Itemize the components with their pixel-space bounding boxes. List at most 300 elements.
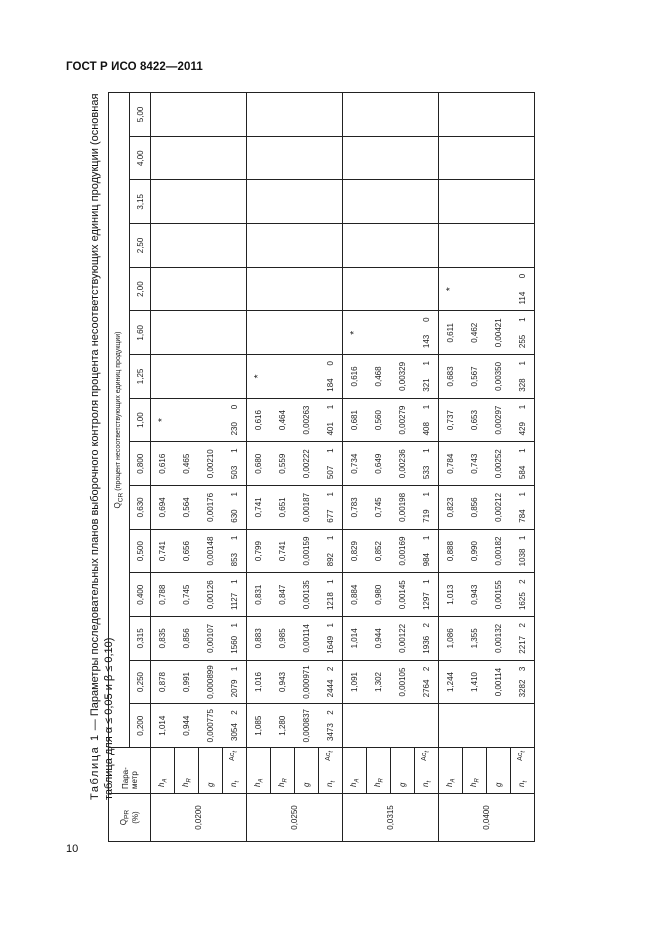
table-cell xyxy=(367,660,391,704)
param-value: 0,985 xyxy=(278,628,287,649)
table-cell xyxy=(319,573,343,617)
param-value: 1,014 xyxy=(350,628,360,649)
nt-value: 401 xyxy=(325,422,335,436)
table-row xyxy=(391,93,415,842)
table-cell xyxy=(175,617,199,661)
param-value: 0,856 xyxy=(470,497,479,518)
table-cell xyxy=(439,660,463,704)
ac-symbol: Ac xyxy=(228,752,236,761)
nt-value: 2079 xyxy=(229,679,239,698)
param-value: 0,00122 xyxy=(398,623,407,653)
param-subscript: t xyxy=(522,780,529,783)
table-cell xyxy=(415,442,439,486)
table-cell xyxy=(223,704,247,748)
qcr-column-header: 1,25 xyxy=(130,355,151,399)
ac-value: 2 xyxy=(517,579,527,584)
nt-value: 719 xyxy=(421,509,431,523)
nt-value: 784 xyxy=(517,509,527,523)
param-subscript: A xyxy=(450,778,457,783)
param-symbol: g xyxy=(302,782,311,787)
ac-value: 2 xyxy=(229,710,239,715)
table-cell xyxy=(199,704,223,748)
table-cell xyxy=(319,660,343,704)
table-cell xyxy=(415,660,439,704)
table-cell xyxy=(415,267,439,311)
param-value: 1,244 xyxy=(446,672,456,693)
table-cell xyxy=(247,573,271,617)
param-value: 0,564 xyxy=(182,497,191,518)
table-cell xyxy=(151,486,175,530)
table-cell xyxy=(463,529,487,573)
table-cell xyxy=(247,704,271,748)
param-symbol: n xyxy=(516,782,526,787)
table-cell xyxy=(415,398,439,442)
table-cell xyxy=(175,355,199,399)
param-symbol: n xyxy=(228,782,238,787)
table-cell xyxy=(439,398,463,442)
table-cell xyxy=(295,180,319,224)
nt-value: 143 xyxy=(421,334,431,349)
table-row xyxy=(343,93,367,842)
nt-value: 230 xyxy=(229,422,239,436)
table-cell xyxy=(271,704,295,748)
table-cell xyxy=(271,311,295,355)
table-cell xyxy=(295,617,319,661)
param-value: 1,410 xyxy=(470,672,479,693)
qpr-unit: (%) xyxy=(130,811,140,824)
param-label xyxy=(271,748,295,794)
nt-ac-pair xyxy=(422,530,431,573)
param-value: 1,355 xyxy=(470,628,479,649)
ac-value: 1 xyxy=(325,623,335,628)
table-cell xyxy=(271,486,295,530)
param-subscript: t xyxy=(426,780,433,783)
table-cell xyxy=(223,267,247,311)
table-cell xyxy=(295,704,319,748)
table-row xyxy=(199,93,223,842)
table-cell xyxy=(223,486,247,530)
table-cell xyxy=(271,660,295,704)
nt-ac-pair xyxy=(230,661,239,704)
table-cell xyxy=(319,224,343,268)
table-cell xyxy=(223,398,247,442)
param-value: 0,694 xyxy=(158,497,168,518)
table-cell xyxy=(319,136,343,180)
param-value: 0,00176 xyxy=(206,492,215,522)
nt-value: 507 xyxy=(325,465,335,480)
table-cell xyxy=(271,398,295,442)
table-cell xyxy=(463,136,487,180)
table-cell xyxy=(151,617,175,661)
table-cell xyxy=(319,442,343,486)
ac-value: 1 xyxy=(517,492,527,497)
param-value: 1,280 xyxy=(278,715,287,736)
param-symbol: n xyxy=(324,782,334,787)
table-cell xyxy=(247,442,271,486)
param-value: 0,737 xyxy=(446,410,456,431)
nt-ac-pair xyxy=(326,530,335,573)
table-cell xyxy=(487,311,511,355)
table-cell xyxy=(223,224,247,268)
table-cell xyxy=(175,311,199,355)
nt-ac-pair xyxy=(230,704,239,747)
table-cell xyxy=(343,486,367,530)
nt-value: 533 xyxy=(421,465,431,480)
ac-value: 1 xyxy=(325,579,335,584)
param-value: 0,944 xyxy=(374,628,383,649)
table-cell xyxy=(151,93,175,137)
qpr-header xyxy=(109,794,151,842)
table-cell xyxy=(175,660,199,704)
table-row xyxy=(487,93,511,842)
table-cell xyxy=(391,486,415,530)
ac-symbol: Ac xyxy=(324,752,332,761)
table-cell xyxy=(175,704,199,748)
table-cell xyxy=(319,529,343,573)
table-cell xyxy=(439,311,463,355)
table-cell xyxy=(295,93,319,137)
table-cell xyxy=(199,311,223,355)
param-value: 0,00198 xyxy=(398,492,407,522)
param-symbol: g xyxy=(494,782,503,787)
param-subscript: R xyxy=(186,778,193,783)
param-value: 0,000971 xyxy=(302,665,311,699)
param-value: 1,013 xyxy=(446,584,456,605)
nt-ac-pair xyxy=(230,573,239,616)
param-value: 0,783 xyxy=(350,497,360,518)
nt-ac-pair xyxy=(422,311,431,354)
table-cell xyxy=(199,136,223,180)
table-cell xyxy=(511,660,535,704)
param-value: 0,799 xyxy=(254,541,264,562)
table-cell xyxy=(391,267,415,311)
param-value: 0,852 xyxy=(374,541,383,562)
param-value: 0,000775 xyxy=(206,708,215,743)
table-cell xyxy=(247,311,271,355)
ac-value: 2 xyxy=(421,666,431,672)
ac-value: 1 xyxy=(421,448,431,453)
table-cell xyxy=(391,660,415,704)
param-value: 0,00187 xyxy=(302,492,311,522)
table-cell xyxy=(247,529,271,573)
table-row xyxy=(175,93,199,842)
table-cell xyxy=(511,617,535,661)
nt-ac-pair xyxy=(518,355,527,398)
table-cell xyxy=(463,355,487,399)
param-subscript: R xyxy=(378,778,385,783)
nt-ac-pair xyxy=(326,704,335,747)
table-cell xyxy=(199,93,223,137)
table-cell xyxy=(463,486,487,530)
param-value: 0,831 xyxy=(254,584,264,605)
table-cell xyxy=(151,442,175,486)
param-label xyxy=(391,748,415,794)
table-cell xyxy=(463,311,487,355)
param-value: 0,649 xyxy=(374,453,383,474)
table-cell xyxy=(271,93,295,137)
table-cell xyxy=(487,355,511,399)
table-cell xyxy=(367,355,391,399)
nt-value: 1038 xyxy=(517,548,527,567)
param-value: 0,681 xyxy=(350,410,360,431)
qcr-column-header: 4,00 xyxy=(130,136,151,180)
table-cell xyxy=(343,573,367,617)
table-cell xyxy=(199,398,223,442)
table-cell xyxy=(175,136,199,180)
param-header: Пара- метр xyxy=(109,748,151,794)
nt-ac-pair xyxy=(422,661,431,704)
param-value: 0,788 xyxy=(158,584,168,605)
table-cell xyxy=(343,355,367,399)
param-label xyxy=(487,748,511,794)
param-label xyxy=(247,748,271,794)
table-cell xyxy=(247,660,271,704)
param-label xyxy=(511,748,535,794)
qcr-column-header: 2,50 xyxy=(130,224,151,268)
ac-value: 1 xyxy=(325,404,335,410)
ac-value: 1 xyxy=(517,535,527,541)
table-cell xyxy=(487,573,511,617)
table-cell xyxy=(415,573,439,617)
param-label xyxy=(151,748,175,794)
ac-value: 1 xyxy=(421,492,431,497)
param-value: 0,990 xyxy=(470,541,479,562)
table-cell xyxy=(415,704,439,748)
ac-value: 1 xyxy=(517,317,527,322)
nt-ac-pair xyxy=(326,399,335,442)
param-value: 0,00105 xyxy=(398,667,407,697)
param-value: 0,847 xyxy=(278,584,287,605)
table-cell xyxy=(487,224,511,268)
table-cell xyxy=(199,180,223,224)
table-cell xyxy=(175,267,199,311)
ac-value: 0 xyxy=(229,404,239,410)
qpr-value: 0,0250 xyxy=(247,794,343,842)
table-cell xyxy=(175,93,199,137)
nt-ac-pair xyxy=(326,617,335,660)
table-cell xyxy=(391,355,415,399)
table-cell xyxy=(463,93,487,137)
nt-ac-pair xyxy=(230,617,239,660)
table-cell xyxy=(391,180,415,224)
table-cell xyxy=(511,136,535,180)
rotated-table-wrapper xyxy=(108,92,648,842)
table-cell xyxy=(175,398,199,442)
table-cell xyxy=(151,136,175,180)
param-value: 0,00148 xyxy=(206,536,215,566)
param-subscript: R xyxy=(282,778,289,783)
nt-ac-pair xyxy=(518,573,527,616)
table-cell xyxy=(223,573,247,617)
qpr-value: 0,0200 xyxy=(151,794,247,842)
table-cell xyxy=(439,355,463,399)
table-cell xyxy=(151,529,175,573)
table-cell xyxy=(391,136,415,180)
param-label xyxy=(223,748,247,794)
nt-ac-pair xyxy=(422,617,431,660)
table-cell xyxy=(271,180,295,224)
table-cell xyxy=(175,442,199,486)
param-subscript: t xyxy=(330,780,337,783)
table-cell xyxy=(439,486,463,530)
qpr-value: 0,0400 xyxy=(439,794,535,842)
table-cell xyxy=(367,704,391,748)
column-header-row xyxy=(130,93,151,842)
table-cell xyxy=(271,617,295,661)
table-cell xyxy=(223,529,247,573)
table-cell xyxy=(271,136,295,180)
ac-value: 2 xyxy=(517,623,527,628)
table-cell xyxy=(391,704,415,748)
param-symbol: h xyxy=(444,782,454,787)
param-symbol: g xyxy=(398,782,407,787)
ac-value: 1 xyxy=(325,535,335,541)
qcr-description: (процент несоответствующих единиц продукции) xyxy=(115,331,123,493)
table-cell xyxy=(271,529,295,573)
param-value: 0,741 xyxy=(278,541,287,562)
table-cell xyxy=(439,93,463,137)
parameters-table xyxy=(108,92,535,842)
table-cell xyxy=(487,136,511,180)
param-value: 0,943 xyxy=(278,672,287,693)
param-label xyxy=(175,748,199,794)
nt-ac-pair xyxy=(518,311,527,354)
param-value: 0,835 xyxy=(158,628,168,649)
nt-ac-pair xyxy=(422,486,431,529)
table-cell xyxy=(463,398,487,442)
param-value: 1,091 xyxy=(350,672,360,693)
param-label xyxy=(439,748,463,794)
table-cell xyxy=(223,180,247,224)
table-cell xyxy=(319,704,343,748)
param-value: 0,464 xyxy=(278,410,287,431)
qpr-symbol: Q xyxy=(119,819,129,826)
table-cell xyxy=(463,224,487,268)
param-value: 0,741 xyxy=(254,497,264,518)
param-value: 0,883 xyxy=(254,628,264,649)
table-cell xyxy=(511,486,535,530)
table-cell xyxy=(247,224,271,268)
table-cell xyxy=(151,267,175,311)
ac-label xyxy=(421,748,430,761)
table-cell xyxy=(319,93,343,137)
param-value: 0,00421 xyxy=(494,318,503,348)
table-cell xyxy=(247,136,271,180)
asterisk-mark: * xyxy=(349,330,361,335)
table-row xyxy=(319,93,343,842)
table-cell xyxy=(415,529,439,573)
table-cell xyxy=(463,442,487,486)
nt-ac-pair xyxy=(230,530,239,573)
nt-ac-pair xyxy=(518,486,527,529)
param-value: 0,560 xyxy=(374,410,383,431)
param-value: 0,00212 xyxy=(494,492,503,522)
param-value: 0,734 xyxy=(350,453,360,474)
caption-text: — Параметры последовательных планов выборочного контроля процента несоответствующих единиц продукции (основная таблица для α ≤ 0,05 и β ≤ 0,10) xyxy=(89,93,115,800)
param-value: 0,00297 xyxy=(494,405,503,435)
table-cell xyxy=(367,398,391,442)
param-value: 0,00329 xyxy=(398,361,407,391)
nt-value: 584 xyxy=(517,465,527,480)
param-value: 0,00135 xyxy=(302,580,311,610)
param-symbol: g xyxy=(206,782,215,787)
param-value: 0,856 xyxy=(182,628,191,649)
table-cell xyxy=(415,224,439,268)
param-symbol: h xyxy=(468,782,478,787)
table-cell xyxy=(511,311,535,355)
table-cell xyxy=(319,398,343,442)
table-cell xyxy=(511,573,535,617)
table-cell xyxy=(463,267,487,311)
param-value: 0,00132 xyxy=(494,623,503,653)
ac-value: 1 xyxy=(229,492,239,497)
table-cell xyxy=(247,355,271,399)
table-cell xyxy=(199,660,223,704)
table-cell xyxy=(199,617,223,661)
param-value: 0,944 xyxy=(182,715,191,736)
nt-ac-pair xyxy=(326,661,335,704)
table-cell xyxy=(511,267,535,311)
table-cell xyxy=(439,442,463,486)
param-value: 0,465 xyxy=(182,453,191,474)
table-cell xyxy=(439,573,463,617)
ac-value: 1 xyxy=(229,535,239,541)
param-value: 0,888 xyxy=(446,541,456,562)
ac-symbol: Ac xyxy=(420,752,428,761)
table-cell xyxy=(271,267,295,311)
table-cell xyxy=(271,573,295,617)
nt-value: 2764 xyxy=(421,679,431,698)
table-cell xyxy=(295,267,319,311)
table-cell xyxy=(223,617,247,661)
table-cell xyxy=(487,442,511,486)
ac-value: 0 xyxy=(517,273,527,279)
param-subscript: t xyxy=(234,780,241,783)
table-cell xyxy=(415,311,439,355)
param-value: 0,680 xyxy=(254,453,264,474)
param-value: 0,991 xyxy=(182,672,191,693)
param-value: 0,00126 xyxy=(206,580,215,610)
param-label xyxy=(463,748,487,794)
table-cell xyxy=(271,224,295,268)
table-cell xyxy=(175,486,199,530)
table-row xyxy=(247,93,271,842)
nt-value: 630 xyxy=(229,509,239,523)
qcr-column-header: 3,15 xyxy=(130,180,151,224)
table-cell xyxy=(343,660,367,704)
ac-value: 1 xyxy=(229,448,239,453)
table-cell xyxy=(343,617,367,661)
param-label xyxy=(415,748,439,794)
param-subscript: R xyxy=(474,778,481,783)
table-cell xyxy=(487,704,511,748)
table-cell xyxy=(367,442,391,486)
param-value: 0,00145 xyxy=(398,580,407,610)
param-value: 0,616 xyxy=(158,453,168,474)
param-symbol: h xyxy=(372,782,382,787)
table-cell xyxy=(247,93,271,137)
nt-ac-pair xyxy=(326,573,335,616)
table-cell xyxy=(295,355,319,399)
nt-ac-pair xyxy=(518,661,527,704)
table-cell xyxy=(391,311,415,355)
param-value: 0,468 xyxy=(374,366,383,387)
table-cell xyxy=(487,398,511,442)
param-label xyxy=(295,748,319,794)
qpr-value: 0,0315 xyxy=(343,794,439,842)
ac-subscript: t xyxy=(424,751,431,753)
table-row xyxy=(415,93,439,842)
